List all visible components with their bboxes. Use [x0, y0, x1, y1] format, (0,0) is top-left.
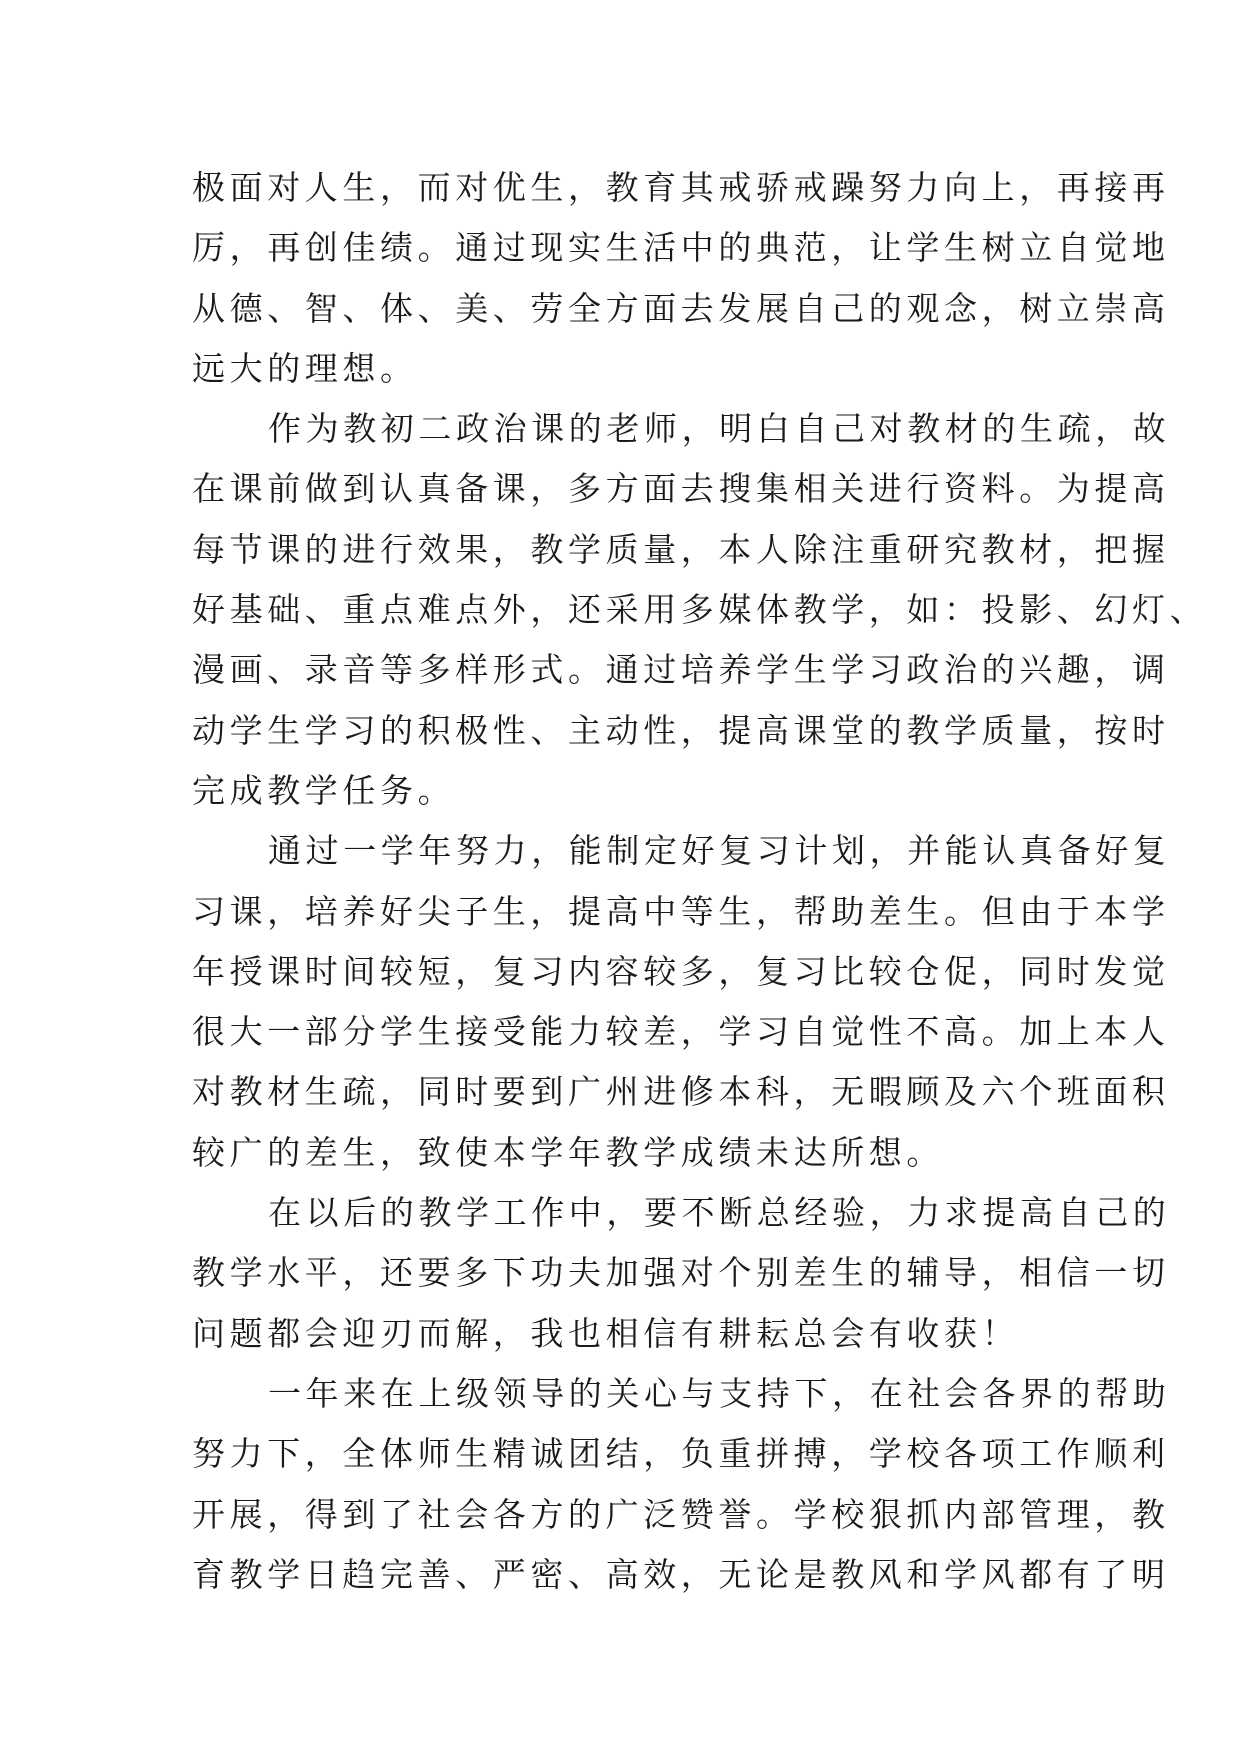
paragraph-first-line: 通过一学年努力，能制定好复习计划，并能认真备好复 [268, 831, 1171, 871]
text-line: 动学生学习的积极性、主动性，提高课堂的教学质量，按时 [192, 710, 1170, 750]
paragraph-first-line: 一年来在上级领导的关心与支持下，在社会各界的帮助 [268, 1373, 1171, 1413]
text-line: 较广的差生，致使本学年教学成绩未达所想。 [192, 1132, 944, 1172]
text-line: 习课，培养好尖子生，提高中等生，帮助差生。但由于本学 [192, 891, 1170, 931]
text-line: 在课前做到认真备课，多方面去搜集相关进行资料。为提高 [192, 469, 1170, 509]
text-line: 远大的理想。 [192, 348, 418, 388]
text-line: 教学水平，还要多下功夫加强对个别差生的辅导，相信一切 [192, 1253, 1170, 1293]
text-line: 育教学日趋完善、严密、高效，无论是教风和学风都有了明 [192, 1554, 1170, 1594]
text-line: 好基础、重点难点外，还采用多媒体教学，如：投影、幻灯、 [192, 590, 1208, 630]
text-line: 极面对人生，而对优生，教育其戒骄戒躁努力向上，再接再 [192, 168, 1170, 207]
body-text [192, 158, 1208, 1605]
text-line: 努力下，全体师生精诚团结，负重拼搏，学校各项工作顺利 [192, 1434, 1170, 1474]
paragraph-first-line: 在以后的教学工作中，要不断总经验，力求提高自己的 [268, 1193, 1171, 1233]
text-line: 问题都会迎刃而解，我也相信有耕耘总会有收获！ [192, 1313, 1020, 1353]
text-line: 开展，得到了社会各方的广泛赞誉。学校狠抓内部管理，教 [192, 1494, 1170, 1534]
text-line: 对教材生疏，同时要到广州进修本科，无暇顾及六个班面积 [192, 1072, 1170, 1112]
text-line: 漫画、录音等多样形式。通过培养学生学习政治的兴趣，调 [192, 650, 1170, 690]
text-line: 很大一部分学生接受能力较差，学习自觉性不高。加上本人 [192, 1012, 1170, 1052]
text-line: 每节课的进行效果，教学质量，本人除注重研究教材，把握 [192, 529, 1170, 569]
text-line: 完成教学任务。 [192, 770, 456, 810]
paragraph-first-line: 作为教初二政治课的老师，明白自己对教材的生疏，故 [268, 409, 1171, 449]
text-line: 厉，再创佳绩。通过现实生活中的典范，让学生树立自觉地 [192, 228, 1170, 268]
text-line: 年授课时间较短，复习内容较多，复习比较仓促，同时发觉 [192, 951, 1170, 991]
text-line: 从德、智、体、美、劳全方面去发展自己的观念，树立崇高 [192, 288, 1170, 328]
